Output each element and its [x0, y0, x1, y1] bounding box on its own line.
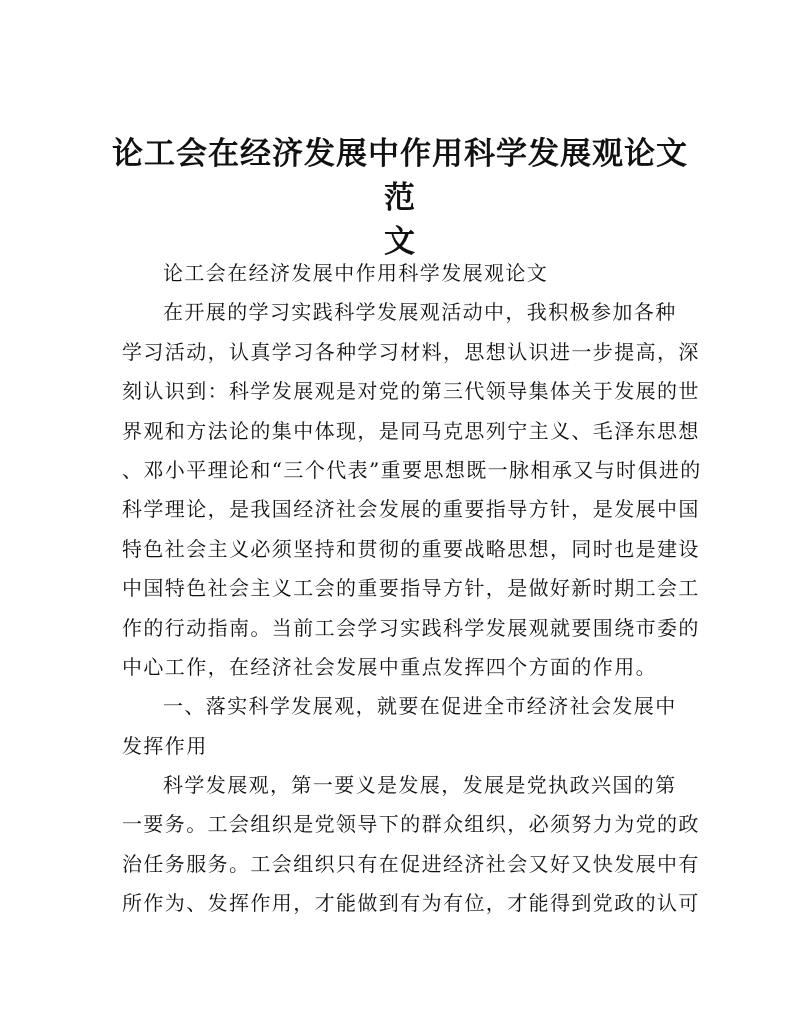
paragraph-line: 科学理论，是我国经济社会发展的重要指导方针，是发展中国	[122, 497, 700, 522]
section-heading-line: 发挥作用	[122, 733, 208, 758]
paragraph-line: 刻认识到：科学发展观是对党的第三代领导集体关于发展的世	[122, 379, 700, 404]
paragraph-line: 科学发展观，第一要义是发展，发展是党执政兴国的第	[163, 773, 677, 798]
paragraph-line: 治任务服务。工会组织只有在促进经济社会又好又快发展中有	[122, 851, 700, 876]
paragraph-line: 界观和方法论的集中体现，是同马克思列宁主义、毛泽东思想	[122, 418, 700, 443]
paragraph-line: 所作为、发挥作用，才能做到有为有位，才能得到党政的认可	[122, 891, 700, 916]
paragraph-line: 在开展的学习实践科学发展观活动中，我积极参加各种	[163, 300, 677, 325]
title-line-1: 论工会在经济发展中作用科学发展观论文范	[112, 136, 688, 216]
paragraph-line: 、邓小平理论和“三个代表”重要思想既一脉相承又与时俱进的	[122, 457, 702, 482]
paragraph-line: 一要务。工会组织是党领导下的群众组织，必须努力为党的政	[122, 812, 700, 837]
paragraph-line: 中心工作，在经济社会发展中重点发挥四个方面的作用。	[122, 654, 657, 679]
document-title	[110, 132, 690, 264]
paragraph-line: 学习活动，认真学习各种学习材料，思想认识进一步提高，深	[122, 339, 700, 364]
subtitle-line: 论工会在经济发展中作用科学发展观论文	[163, 261, 549, 285]
section-heading-line: 一、落实科学发展观，就要在促进全市经济社会发展中	[163, 694, 677, 719]
document-body	[122, 254, 702, 924]
paragraph-line: 作的行动指南。当前工会学习实践科学发展观就要围绕市委的	[122, 615, 700, 640]
paragraph-line: 特色社会主义必须坚持和贯彻的重要战略思想，同时也是建设	[122, 536, 700, 561]
paragraph-line: 中国特色社会主义工会的重要指导方针，是做好新时期工会工	[122, 576, 700, 601]
title-line-2: 文	[384, 224, 416, 260]
